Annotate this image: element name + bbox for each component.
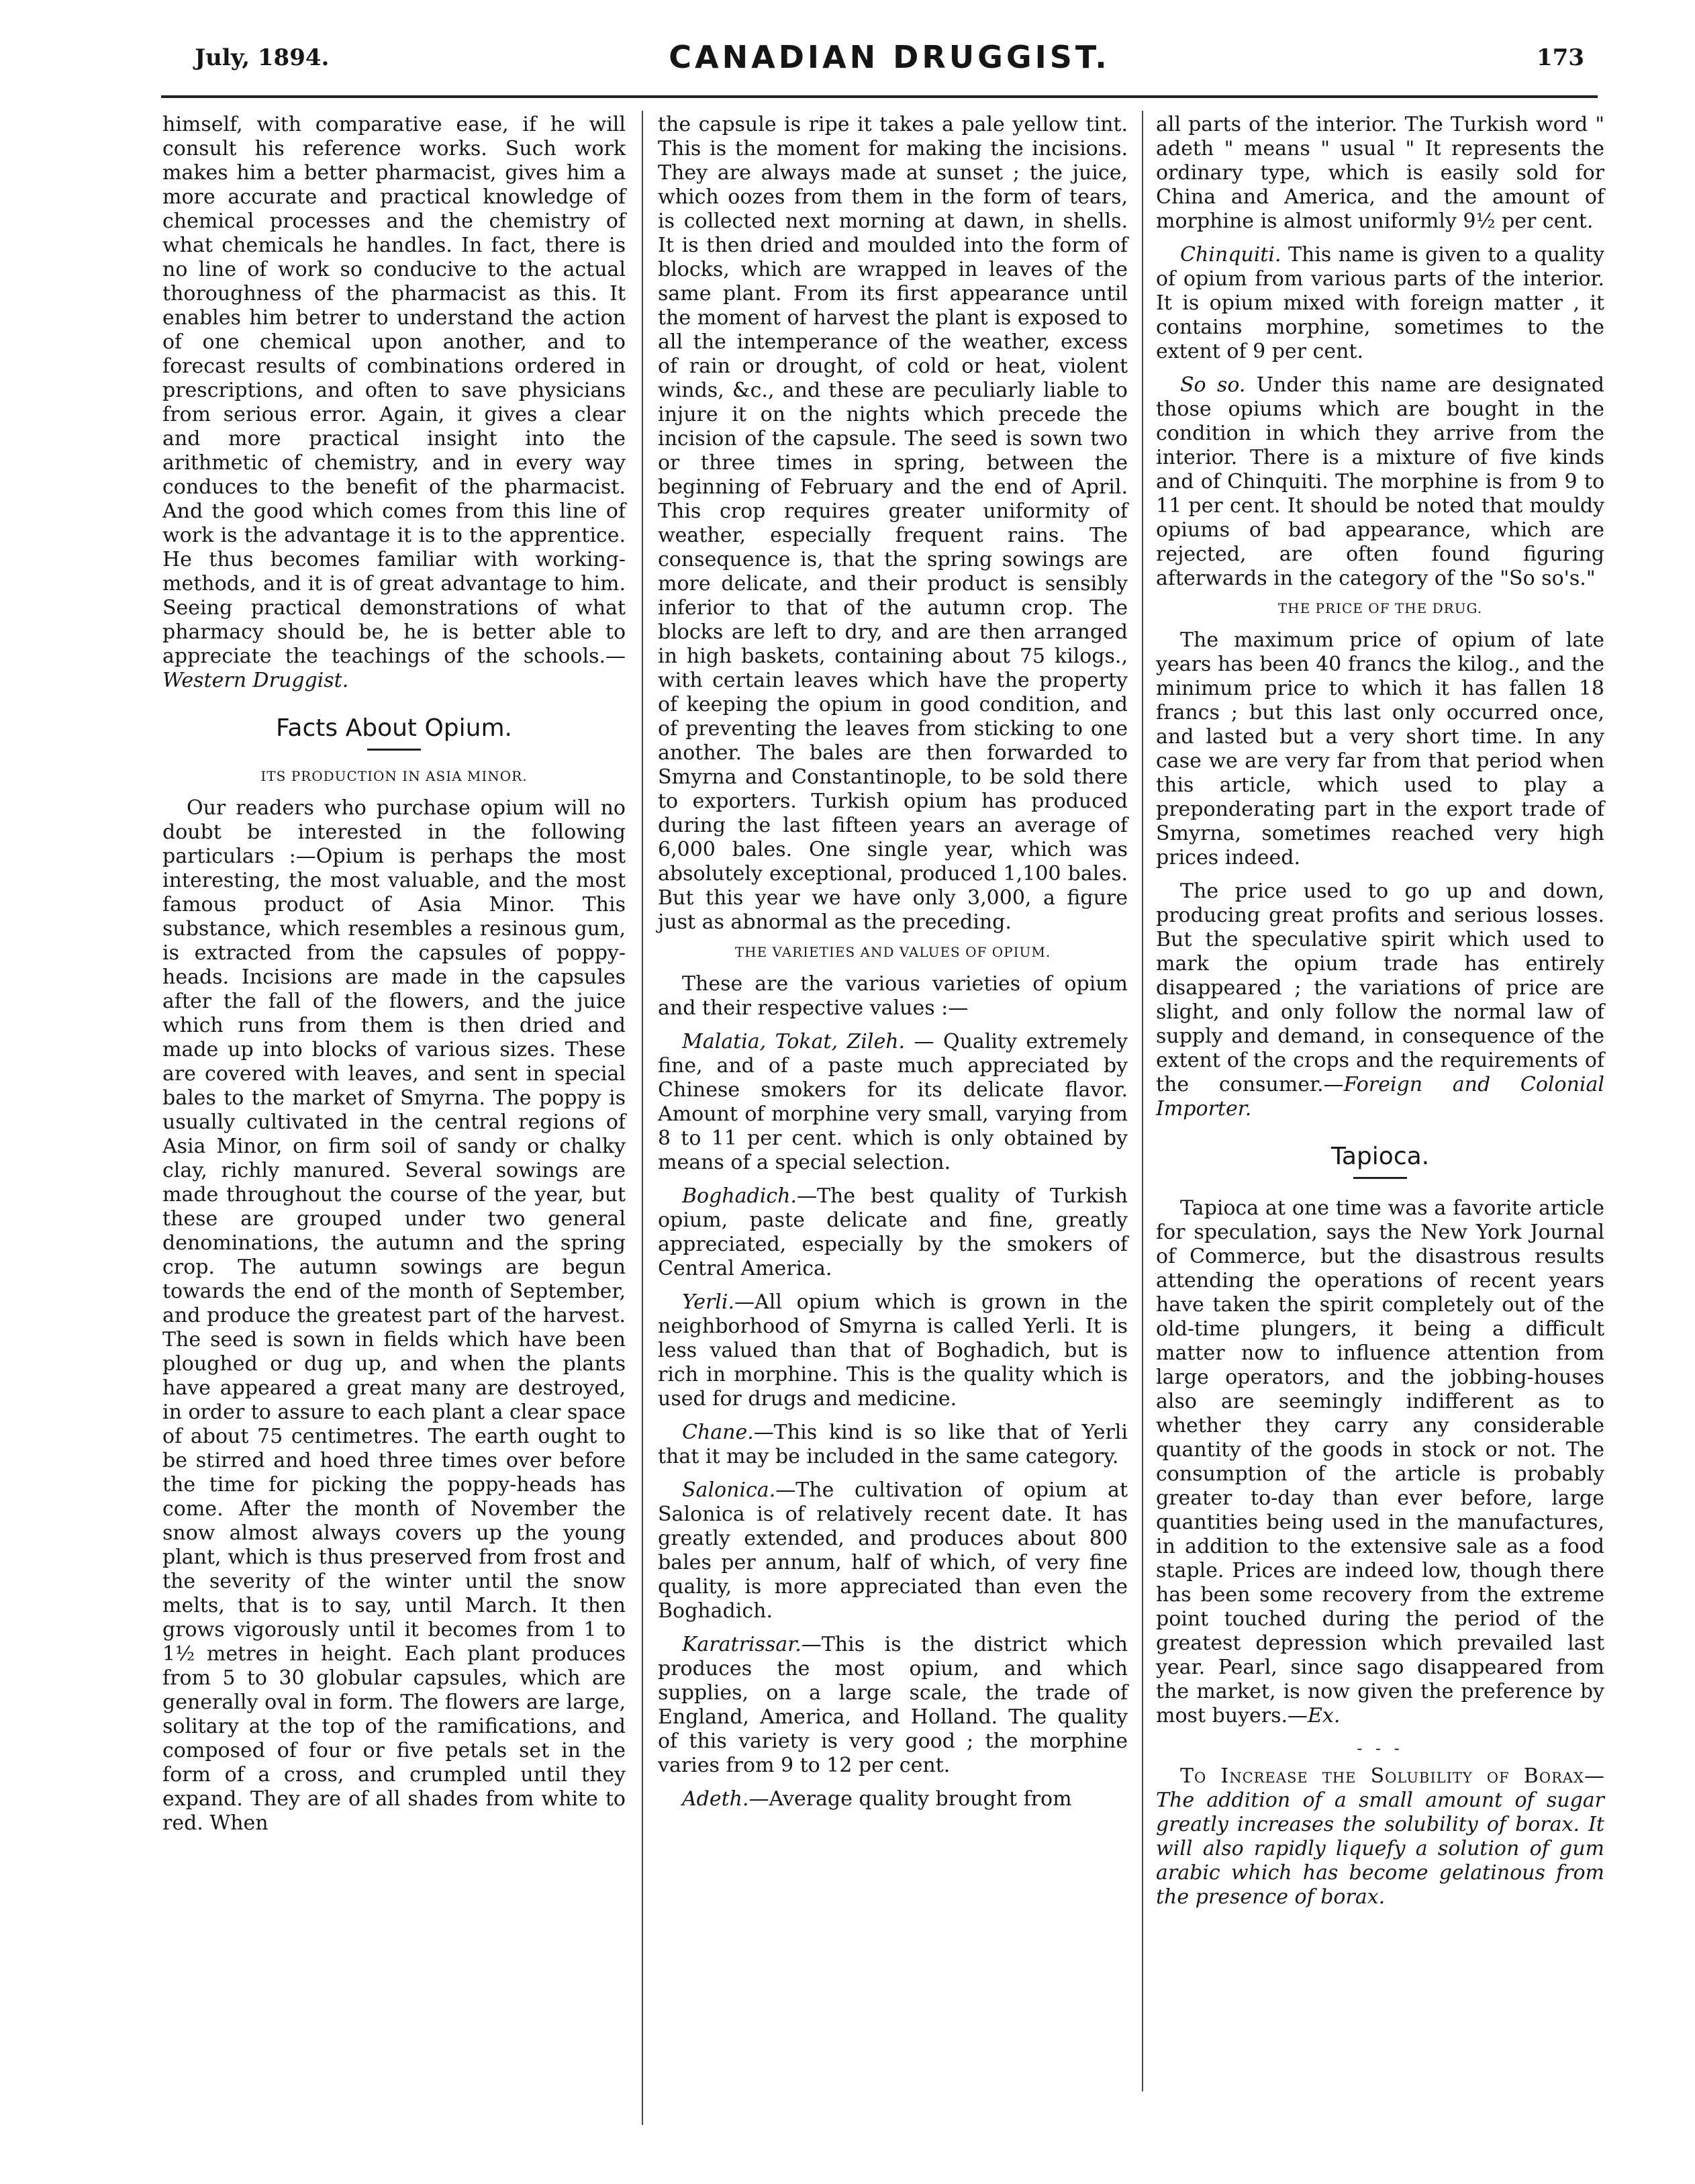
tapioca-paragraph xyxy=(1156,1196,1604,1728)
variety-item xyxy=(658,1633,1128,1778)
variety-item xyxy=(658,1421,1128,1469)
variety-name: Malatia, Tokat, Zileh. xyxy=(682,1030,906,1053)
borax-heading: To Increase the Solubility of Borax xyxy=(1180,1764,1584,1788)
price-text: The price used to go up and down, producing great profits and serious losses. But the speculative spirit which used to mark the opium trade has entirely disappeared ; the variations of price are slight, and only follow the normal law of supply and demand, in consequence of the extent of the crops and the requirements of the consumer.— xyxy=(1156,880,1604,1096)
variety-name: Chinquiti. xyxy=(1180,243,1281,267)
variety-name: So so. xyxy=(1180,373,1246,397)
publication-title: CANADIAN DRUGGIST. xyxy=(669,39,1110,75)
page-number: 173 xyxy=(1537,44,1584,71)
continuation-source: Western Druggist. xyxy=(162,669,349,692)
variety-text: —Average quality brought from xyxy=(748,1787,1072,1811)
column-divider-2 xyxy=(1142,111,1143,2091)
variety-item xyxy=(658,1787,1128,1811)
variety-text: Under this name are designated those opiums which are bought in the condition in which they arrive from the interior. There is a mixture of five kinds and of Chinquiti. The morphine is from 9 to 11 per cent. It should be noted that mouldy opiums of bad appearance, which are rejected, are often found figuring afterwards in the category of the "So so's." xyxy=(1156,373,1604,590)
continuation-text: himself, with comparative ease, if he will consult his reference works. Such work makes him a better pharmacist, gives him a more accurate and practical knowledge of chemical processes and the chemistry of what chemicals he handles. In fact, there is no line of work so conducive to the actual thoroughness of the pharmacist as this. It enables him betrer to understand the action of one chemical upon another, and to forecast results of combinations ordered in prescriptions, and often to save physicians from serious error. Again, it gives a clear and more practical insight into the arithmetic of chemistry, and in every way conduces to the benefit of the pharmacist. And the good which comes from this line of work is the advantage it is to the apprentice. He thus becomes familiar with working-methods, and it is of great advantage to him. Seeing practical demonstrations of what pharmacy should be, he is better able to appreciate the teachings of the schools.— xyxy=(162,113,626,668)
variety-item xyxy=(658,1290,1128,1411)
variety-item xyxy=(1156,373,1604,591)
variety-item xyxy=(1156,243,1604,364)
page-header xyxy=(195,39,1584,86)
subhead-price: THE PRICE OF THE DRUG. xyxy=(1277,600,1483,616)
variety-text: —All opium which is grown in the neighborhood of Smyrna is called Yerli. It is less valued than that of Boghadich, but is rich in morphine. This is the quality which is used for drugs and medicine. xyxy=(658,1290,1128,1411)
opium-paragraph-continued: the capsule is ripe it takes a pale yellow tint. This is the moment for making the incisions. They are always made at sunset ; the juice, which oozes from them in the form of tears, is collected next morning at dawn, in shells. It is then dried and moulded into the form of blocks, which are wrapped in leaves of the same plant. From its first appearance until the moment of harvest the plant is exposed to all the intemperance of the weather, excess of rain or drought, of cold or heat, violent winds, &c., and these are peculiarly liable to injure it on the nights which precede the incision of the capsule. The seed is sown two or three times in spring, between the beginning of February and the end of April. This crop requires greater uniformity of weather, especially frequent rains. The consequence is, that the spring sowings are more delicate, and their product is sensibly inferior to that of the autumn crop. The blocks are left to dry, and are then arranged in high baskets, containing about 75 kilogs., with certain leaves which have the property of keeping the opium in good condition, and of preventing the leaves from sticking to one another. The bales are then forwarded to Smyrna and Constantinople, to be sold there to exporters. Turkish opium has produced during the last fifteen years an average of 6,000 bales. One single year, which was absolutely exceptional, produced 1,100 bales. But this year we have only 3,000, a figure just as abnormal as the preceding. xyxy=(658,113,1128,934)
article-continuation xyxy=(162,113,626,693)
issue-date: July, 1894. xyxy=(195,44,330,71)
title-rule xyxy=(367,749,421,751)
section-separator: - - - xyxy=(1357,1739,1404,1758)
column-3 xyxy=(1156,113,1604,1909)
variety-name: Chane. xyxy=(682,1421,754,1444)
column-2 xyxy=(658,113,1128,2154)
variety-item xyxy=(658,1184,1128,1281)
borax-note xyxy=(1156,1764,1604,1909)
article-title-tapioca: Tapioca. xyxy=(1330,1143,1430,1170)
tapioca-source: Ex. xyxy=(1308,1704,1341,1727)
variety-item xyxy=(658,1478,1128,1623)
variety-text: —This is the district which produces the most opium, and which supplies, on a large scale, the trade of England, America, and Holland. The quality of this variety is very good ; the morphine varies from 9 to 12 per cent. xyxy=(658,1633,1128,1777)
subhead-varieties: THE VARIETIES AND VALUES OF OPIUM. xyxy=(734,944,1051,960)
variety-item xyxy=(658,1030,1128,1175)
variety-name: Boghadich. xyxy=(682,1184,797,1208)
header-rule xyxy=(161,95,1598,98)
variety-text: —This kind is so like that of Yerli that it may be included in the same category. xyxy=(658,1421,1128,1468)
price-paragraph: The maximum price of opium of late years has been 40 francs the kilog., and the minimum price to which it has fallen 18 francs ; but this last only occurred once, and lasted but a very short time. In any case we are very far from that period when this article, which used to play a preponderating part in the export trade of Smyrna, sometimes reached very high prices indeed. xyxy=(1156,628,1604,869)
variety-text: This name is given to a quality of opium from various parts of the interior. It is opium mixed with foreign matter , it contains morphine, sometimes to the extent of 9 per cent. xyxy=(1156,243,1604,363)
adeth-continued: all parts of the interior. The Turkish word " adeth " means " usual " It represents the ordinary type, which is easily sold for China and America, and the amount of morphine is almost uniformly 9½ per cent. xyxy=(1156,113,1604,233)
varieties-intro: These are the various varieties of opium and their respective values :— xyxy=(658,972,1128,1020)
subhead-production: ITS PRODUCTION IN ASIA MINOR. xyxy=(260,768,528,784)
column-divider-1 xyxy=(642,111,643,2125)
variety-name: Karatrissar. xyxy=(682,1633,802,1656)
variety-name: Salonica. xyxy=(682,1478,776,1502)
variety-text: —The best quality of Turkish opium, paste delicate and fine, greatly appreciated, especially by the smokers of Central America. xyxy=(658,1184,1128,1280)
price-source: Foreign and Colonial Importer. xyxy=(1156,1073,1604,1121)
variety-name: Yerli. xyxy=(682,1290,735,1314)
variety-text: — Quality extremely fine, and of a paste much appreciated by Chinese smokers for its delicate flavor. Amount of morphine very small, varying from 8 to 11 per cent. which is only obtained by means of a special selection. xyxy=(658,1030,1128,1174)
variety-name: Adeth. xyxy=(682,1787,749,1811)
opium-paragraph: Our readers who purchase opium will no doubt be interested in the following particulars :—Opium is perhaps the most interesting, the most valuable, and the most famous product of Asia Minor. This substance, which resembles a resinous gum, is extracted from the capsules of poppy-heads. Incisions are made in the capsules after the fall of the flowers, and the juice which runs from them is then dried and made up into blocks of various sizes. These are covered with leaves, and sent in special bales to the market of Smyrna. The poppy is usually cultivated in the central regions of Asia Minor, on firm soil of sandy or chalky clay, richly manured. Several sowings are made throughout the course of the year, but these are grouped under two general denominations, the autumn and the spring crop. The autumn sowings are begun towards the end of the month of September, and produce the greatest part of the harvest. The seed is sown in fields which have been ploughed or dug up, and when the plants have appeared a great many are destroyed, in order to assure to each plant a clear space of about 75 centimetres. The earth ought to be stirred and hoed three times over before the time for picking the poppy-heads has come. After the month of November the snow almost always covers up the young plant, which is thus preserved from frost and the severity of the winter until the snow melts, that is to say, until March. It then grows vigorously until it becomes from 1 to 1½ metres in height. Each plant produces from 5 to 30 globular capsules, which are generally oval in form. The flowers are large, solitary at the top of the ramifications, and composed of four or five petals set in the form of a cross, and crumpled until they expand. They are of all shades from white to red. When xyxy=(162,796,626,1835)
borax-text: —The addition of a small amount of sugar greatly increases the solubility of borax. It will also rapidly liquefy a solution of gum arabic which has become gelatinous from the presence of borax. xyxy=(1156,1764,1604,1909)
title-rule xyxy=(1353,1177,1407,1179)
variety-text: —The cultivation of opium at Salonica is of relatively recent date. It has greatly extended, and produces about 800 bales per annum, half of which, of very fine quality, is more appreciated than even the Boghadich. xyxy=(658,1478,1128,1623)
price-paragraph xyxy=(1156,880,1604,1121)
tapioca-text: Tapioca at one time was a favorite article for speculation, says the New York Journal of Commerce, but the disastrous results attending the operations of recent years have taken the spirit completely out of the old-time plungers, it being a difficult matter now to influence attention from large operators, and the jobbing-houses also are seemingly indifferent as to whether they carry any considerable quantity of the goods in stock or not. The consumption of the article is probably greater to-day than ever before, large quantities being used in the manufactures, in addition to the extensive sale as a food staple. Prices are indeed low, though there has been some recovery from the extreme point touched during the period of the greatest depression which prevailed last year. Pearl, since sago disappeared from the market, is now given the preference by most buyers.— xyxy=(1156,1196,1604,1727)
column-1 xyxy=(162,113,626,2140)
article-title-opium: Facts About Opium. xyxy=(276,714,512,742)
